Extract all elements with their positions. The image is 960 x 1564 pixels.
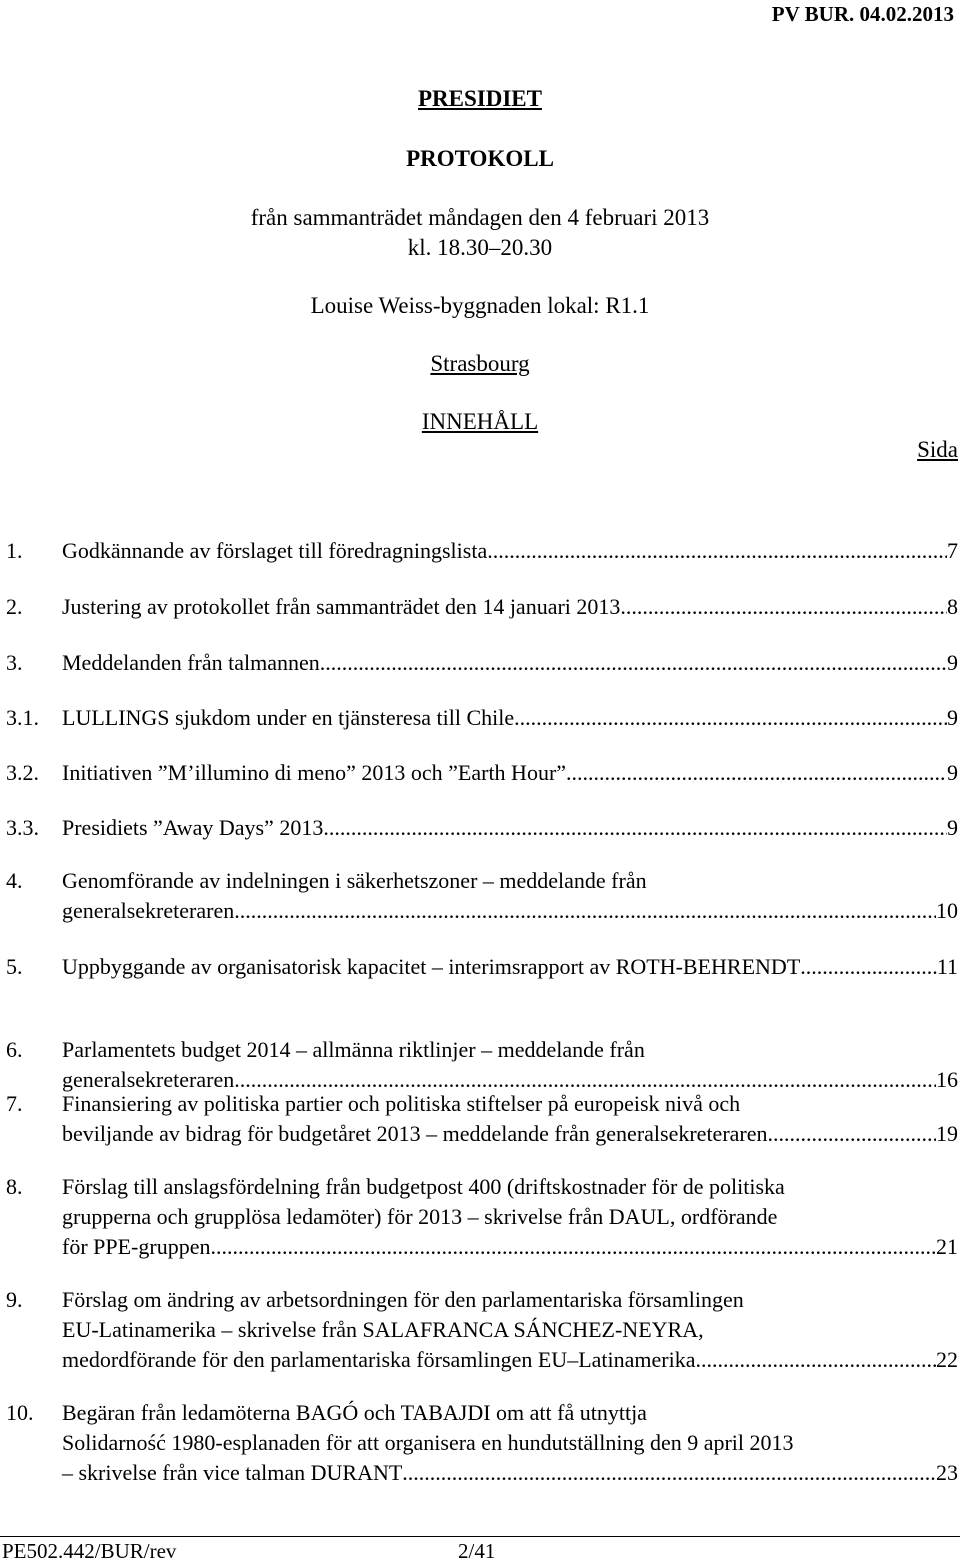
page-column-label: Sida xyxy=(917,437,958,462)
toc-entry-number: 3.3. xyxy=(6,815,39,840)
toc-entry-title: generalsekreteraren xyxy=(62,1067,235,1092)
toc-entry-title: Presidiets ”Away Days” 2013 xyxy=(62,815,324,840)
toc-entry-number: 6. xyxy=(6,1037,23,1062)
toc-entry-text xyxy=(62,813,958,843)
toc-entry-title: generalsekreteraren xyxy=(62,898,235,923)
toc-entry-text xyxy=(62,703,958,733)
toc-dot-leader xyxy=(620,592,947,622)
meeting-city: Strasbourg xyxy=(430,351,530,376)
toc-dot-leader xyxy=(210,1232,936,1262)
toc-entry-page: 9 xyxy=(947,815,958,840)
toc-entry-last-line xyxy=(62,592,958,622)
toc-entry-title: för PPE-gruppen xyxy=(62,1234,211,1259)
toc-entry-text xyxy=(62,1089,958,1149)
toc-entry-title: Uppbyggande av organisatorisk kapacitet – interimsrapport av ROTH-BEHRENDT xyxy=(62,954,801,979)
toc-entry-page: 22 xyxy=(936,1347,958,1372)
toc-entry-number: 1. xyxy=(6,538,23,563)
toc-entry-page: 23 xyxy=(936,1460,958,1485)
meeting-date: från sammanträdet måndagen den 4 februari 2013 xyxy=(250,205,710,230)
toc-entry-page: 7 xyxy=(947,538,958,563)
document-reference: PV BUR. 04.02.2013 xyxy=(771,2,954,26)
toc-entry-title: LULLINGS sjukdom under en tjänsteresa till Chile xyxy=(62,705,515,730)
toc-entry-page: 8 xyxy=(947,594,958,619)
contents-heading: INNEHÅLL xyxy=(421,409,539,434)
toc-entry-text xyxy=(62,648,958,678)
toc-entry-last-line xyxy=(62,952,958,982)
toc-entry-line: Solidarność 1980-esplanaden för att organisera en hundutställning den 9 april 2013 xyxy=(62,1430,794,1455)
toc-entry-number: 3.2. xyxy=(6,760,39,785)
toc-entry-text xyxy=(62,1398,958,1488)
toc-entry-page: 10 xyxy=(936,898,958,923)
toc-entry-text xyxy=(62,1285,958,1375)
toc-entry-last-line xyxy=(62,1119,958,1149)
toc-entry-text xyxy=(62,1035,958,1095)
toc-entry-last-line xyxy=(62,536,958,566)
document-type: PROTOKOLL xyxy=(406,146,554,171)
toc-entry-last-line xyxy=(62,1458,958,1488)
toc-entry-number: 5. xyxy=(6,954,23,979)
page-footer xyxy=(0,1536,960,1563)
toc-entry-page: 16 xyxy=(936,1067,958,1092)
toc-entry-title: Initiativen ”M’illumino di meno” 2013 och ”Earth Hour” xyxy=(62,760,567,785)
toc-entry-page: 21 xyxy=(936,1234,958,1259)
toc-entry-line: Finansiering av politiska partier och politiska stiftelser på europeisk nivå och xyxy=(62,1091,741,1116)
toc-entry-number: 2. xyxy=(6,594,23,619)
toc-entry-number: 10. xyxy=(6,1400,34,1425)
toc-entry-number: 7. xyxy=(6,1091,23,1116)
toc-entry-last-line xyxy=(62,758,958,788)
toc-dot-leader xyxy=(402,1458,936,1488)
toc-entry-page: 11 xyxy=(936,954,958,979)
toc-entry-page: 9 xyxy=(947,650,958,675)
toc-dot-leader xyxy=(800,952,937,982)
body-title: PRESIDIET xyxy=(418,86,542,111)
toc-entry-page: 19 xyxy=(936,1121,958,1146)
toc-entry-text xyxy=(62,952,958,982)
meeting-location: Louise Weiss-byggnaden lokal: R1.1 xyxy=(310,293,650,318)
footer-page-number: 2/41 xyxy=(458,1539,496,1563)
toc-dot-leader xyxy=(234,896,936,926)
toc-entry-last-line xyxy=(62,648,958,678)
toc-entry-line: Begäran från ledamöterna BAGÓ och TABAJDI om att få utnyttja xyxy=(62,1400,647,1425)
toc-entry-number: 3.1. xyxy=(6,705,39,730)
toc-entry-line: EU-Latinamerika – skrivelse från SALAFRANCA SÁNCHEZ-NEYRA, xyxy=(62,1317,704,1342)
toc-entry-title: beviljande av bidrag för budgetåret 2013 – meddelande från generalsekreteraren xyxy=(62,1121,768,1146)
toc-entry-line: Förslag till anslagsfördelning från budgetpost 400 (driftskostnader för de politiska xyxy=(62,1174,785,1199)
toc-dot-leader xyxy=(566,758,947,788)
toc-entry-number: 4. xyxy=(6,868,23,893)
toc-entry-text xyxy=(62,592,958,622)
toc-entry-line: Genomförande av indelningen i säkerhetszoner – meddelande från xyxy=(62,868,647,893)
toc-entry-page: 9 xyxy=(947,705,958,730)
toc-entry-title: Meddelanden från talmannen xyxy=(62,650,320,675)
toc-dot-leader xyxy=(323,813,947,843)
toc-entry-line: grupperna och grupplösa ledamöter) för 2013 – skrivelse från DAUL, ordförande xyxy=(62,1204,778,1229)
toc-entry-title: – skrivelse från vice talman DURANT xyxy=(62,1460,403,1485)
toc-entry-line: Parlamentets budget 2014 – allmänna riktlinjer – meddelande från xyxy=(62,1037,645,1062)
toc-entry-number: 8. xyxy=(6,1174,23,1199)
toc-dot-leader xyxy=(695,1345,936,1375)
toc-entry-number: 3. xyxy=(6,650,23,675)
toc-entry-text xyxy=(62,866,958,926)
toc-entry-page: 9 xyxy=(947,760,958,785)
meeting-time: kl. 18.30–20.30 xyxy=(407,235,553,260)
toc-entry-last-line xyxy=(62,896,958,926)
toc-entry-number: 9. xyxy=(6,1287,23,1312)
toc-entry-last-line xyxy=(62,1345,958,1375)
toc-entry-title: Justering av protokollet från sammanträdet den 14 januari 2013 xyxy=(62,594,621,619)
footer-reference: PE502.442/BUR/rev xyxy=(2,1539,177,1563)
toc-dot-leader xyxy=(487,536,947,566)
toc-dot-leader xyxy=(320,648,947,678)
toc-entry-title: medordförande för den parlamentariska församlingen EU–Latinamerika xyxy=(62,1347,696,1372)
toc-entry-line: Förslag om ändring av arbetsordningen för den parlamentariska församlingen xyxy=(62,1287,744,1312)
toc-entry-text xyxy=(62,758,958,788)
toc-entry-last-line xyxy=(62,1232,958,1262)
toc-entry-text xyxy=(62,536,958,566)
toc-dot-leader xyxy=(768,1119,936,1149)
toc-dot-leader xyxy=(514,703,947,733)
toc-entry-title: Godkännande av förslaget till föredragningslista xyxy=(62,538,488,563)
toc-entry-text xyxy=(62,1172,958,1262)
toc-entry-last-line xyxy=(62,703,958,733)
toc-entry-last-line xyxy=(62,813,958,843)
